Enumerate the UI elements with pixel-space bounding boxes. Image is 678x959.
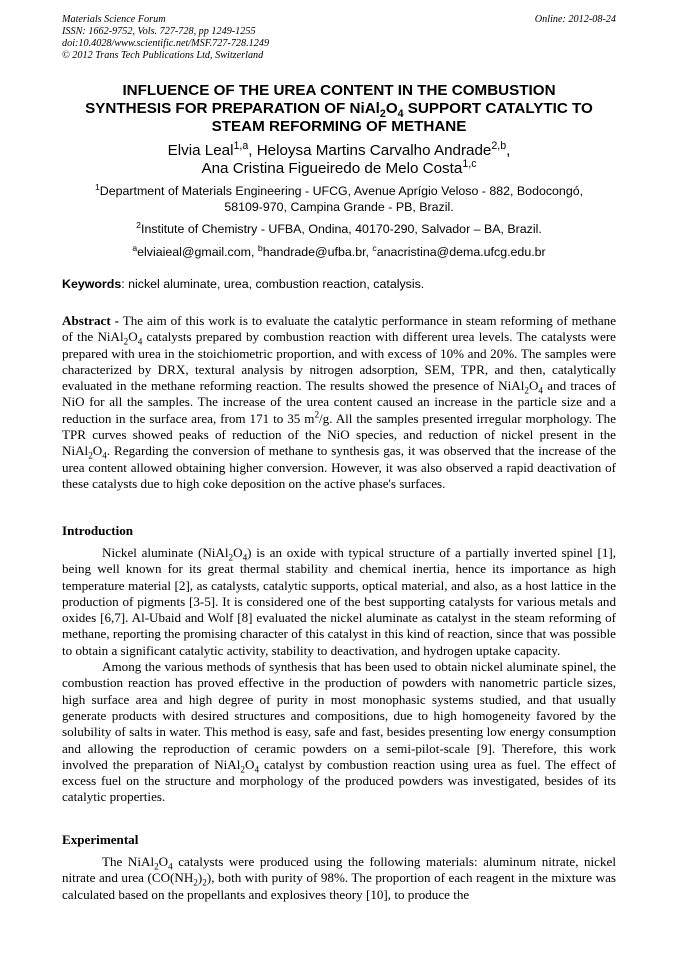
subscript: 2 (379, 108, 386, 121)
experimental-text: O (158, 854, 169, 869)
subscript: 2 (193, 877, 198, 888)
author-list (62, 139, 616, 178)
keywords-label: Keywords (62, 277, 122, 291)
intro-text: O (244, 756, 255, 772)
email-mark: b (257, 242, 263, 253)
abstract-text: O (92, 443, 103, 459)
intro-text: catalyst by combustion reaction using urea as fuel. The effect of excess fuel on the structure and morphology of the produced powders was investigated, besides of its catalytic properties. (62, 756, 616, 805)
abstract-text: O (128, 329, 138, 345)
issn-line: ISSN: 1662-9752, Vols. 727-728, pp 1249-1255 (62, 26, 256, 37)
author-name: , Heloysa Martins Carvalho Andrade (248, 142, 492, 159)
intro-text: Among the various methods of synthesis that has been used to obtain nickel aluminate spinel, the combustion reaction has proved effective in the production of powders with nanometric particle sizes, high surface area and high degree of purity in most monophasic systems studied, and that usually generate products with desired structures and compositions, due to high homogeneity favored by the solubility of salts in water. This method is easy, safe and fast, besides presenting low energy consumption and allowing the reproduction of ceramic powders on a semi-pilot-scale [9]. Therefore, this work involved the preparation of NiAl (62, 659, 616, 772)
subscript: 4 (137, 336, 143, 347)
email-address: anacristina@dema.ufcg.edu.br (376, 245, 546, 259)
author-affil-mark: 1,a (233, 139, 249, 152)
journal-name: Materials Science Forum (62, 14, 166, 25)
keywords (62, 276, 616, 292)
email-mark: c (372, 242, 377, 253)
abstract-text: /g. All the samples presented irregular morphology. The TPR curves showed peaks of reduction of the NiO species, and reduction of nickel present in the NiAl (62, 410, 617, 459)
author-line-1 (62, 139, 616, 160)
abstract-text: . Regarding the conversion of methane to synthesis gas, it was observed that the increase of the urea content allowed obtaining higher conversion. However, it was also observed a rapid deactivation of these catalysts due to high coke deposition on the active phase's surfaces. (62, 443, 616, 491)
experimental-text: catalysts were produced using the following materials: aluminum nitrate, nickel nitrate and urea (CO(NH (62, 854, 616, 886)
affiliation-1-line-1 (62, 183, 616, 199)
intro-paragraph-1 (62, 545, 616, 659)
experimental-body (62, 854, 616, 903)
affiliation-1 (62, 183, 616, 215)
affiliation-2 (62, 221, 616, 237)
experimental-text: ) (197, 870, 203, 886)
author-affil-mark: 1,c (462, 157, 477, 170)
abstract-label: Abstract - (62, 313, 120, 328)
subscript: 2 (88, 450, 93, 461)
experimental-paragraph-1 (62, 854, 616, 903)
author-affil-mark: 2,b (491, 139, 507, 152)
title-line-2 (62, 100, 616, 121)
email-mark: a (132, 242, 138, 253)
experimental-text: ), both with purity of 98%. The proportion of each reagent in the mixture was calculated based on the propellants and explosives theory [10], to produce the (62, 870, 616, 902)
subscript: 4 (397, 108, 404, 121)
intro-text: Nickel aluminate (NiAl (102, 545, 229, 560)
subscript: 4 (168, 861, 173, 872)
keywords-text: : nickel aluminate, urea, combustion reaction, catalysis. (121, 277, 425, 291)
subscript: 4 (242, 552, 248, 563)
author-name: Ana Cristina Figueiredo de Melo Costa (201, 160, 463, 177)
abstract-paragraph (62, 313, 616, 492)
intro-paragraph-2 (62, 659, 616, 806)
subscript: 2 (123, 336, 129, 347)
abstract-text: catalysts prepared by combustion reaction with different urea levels. The catalysts were prepared with urea in the stoichiometric proportion, and with excess of 10% and 20%. The samples were characterized by DRX, textural analysis by nitrogen adsorption, SEM, TPR, and then, catalytically evaluated in the methane reforming reaction. The results showed the presence of NiAl (62, 329, 616, 394)
experimental-text: The NiAl (102, 854, 155, 869)
abstract-text: The aim of this work is to evaluate the catalytic performance in steam reforming of methane of the NiAl (62, 313, 616, 345)
doi-line: doi:10.4028/www.scientific.net/MSF.727-728.1249 (62, 38, 270, 49)
paper-title (62, 82, 616, 136)
abstract (62, 313, 616, 492)
subscript: 2 (154, 861, 159, 872)
superscript: 2 (314, 409, 320, 420)
subscript: 2 (240, 764, 245, 775)
subscript: 2 (524, 385, 529, 396)
introduction-heading: Introduction (62, 523, 134, 538)
title-line-3: STEAM REFORMING OF METHANE (211, 118, 467, 135)
subscript: 4 (254, 764, 260, 775)
author-line-2 (62, 157, 616, 178)
journal-header (62, 14, 616, 62)
affiliation-text: Department of Materials Engineering - UFCG, Avenue Aprígio Veloso - 882, Bodocongó, (99, 184, 584, 198)
email-address: handrade@ufba.br, (262, 245, 373, 259)
title-text: O (385, 100, 398, 117)
author-name: Elvia Leal (167, 142, 234, 159)
subscript: 2 (202, 877, 207, 888)
abstract-text: O (528, 378, 539, 394)
online-date: Online: 2012-08-24 (534, 14, 616, 25)
experimental-heading: Experimental (62, 832, 139, 847)
subscript: 4 (538, 385, 543, 396)
title-text: SYNTHESIS FOR PREPARATION OF NiAl (85, 100, 380, 117)
intro-text: ) is an oxide with typical structure of a partially inverted spinel [1], being well known for its great thermal stability and chemical inertia, hence its importance as high temperature material [2], as catalysts, catalytic supports, optical material, and also, as a host lattice in the production of pigments [3-5]. It is considered one of the best supporting catalysts for various metals and oxides [6,7]. Al-Ubaid and Wolf [8] evaluated the nickel aluminate as catalyst in the steam reforming of methane, reporting the promising character of this catalyst in this kind of reaction, since that was possible to obtain a significant catalytic activity, stability to deactivation, and hydrogen uptake capacity. (62, 545, 617, 658)
affiliation-text: Institute of Chemistry - UFBA, Ondina, 40170-290, Salvador – BA, Brazil. (141, 222, 542, 236)
title-text: SUPPORT CATALYTIC TO (403, 100, 593, 117)
subscript: 2 (228, 552, 234, 563)
email-line (62, 244, 616, 260)
title-line-1: INFLUENCE OF THE UREA CONTENT IN THE COMBUSTION (122, 82, 556, 99)
author-separator: , (506, 142, 511, 159)
copyright-line: © 2012 Trans Tech Publications Ltd, Switzerland (62, 50, 264, 61)
abstract-text: and traces of NiO for all the samples. The increase of the urea content caused an increase in the particle size and a reduction in the surface area, from 171 to 35 m (62, 378, 616, 426)
email-address: elviaieal@gmail.com, (137, 245, 258, 259)
subscript: 4 (102, 450, 107, 461)
intro-text: O (233, 545, 243, 560)
affil-mark: 2 (136, 219, 141, 230)
affiliation-1-line-2: 58109-970, Campina Grande - PB, Brazil. (224, 200, 454, 214)
affil-mark: 1 (94, 181, 100, 192)
introduction-body (62, 545, 616, 806)
